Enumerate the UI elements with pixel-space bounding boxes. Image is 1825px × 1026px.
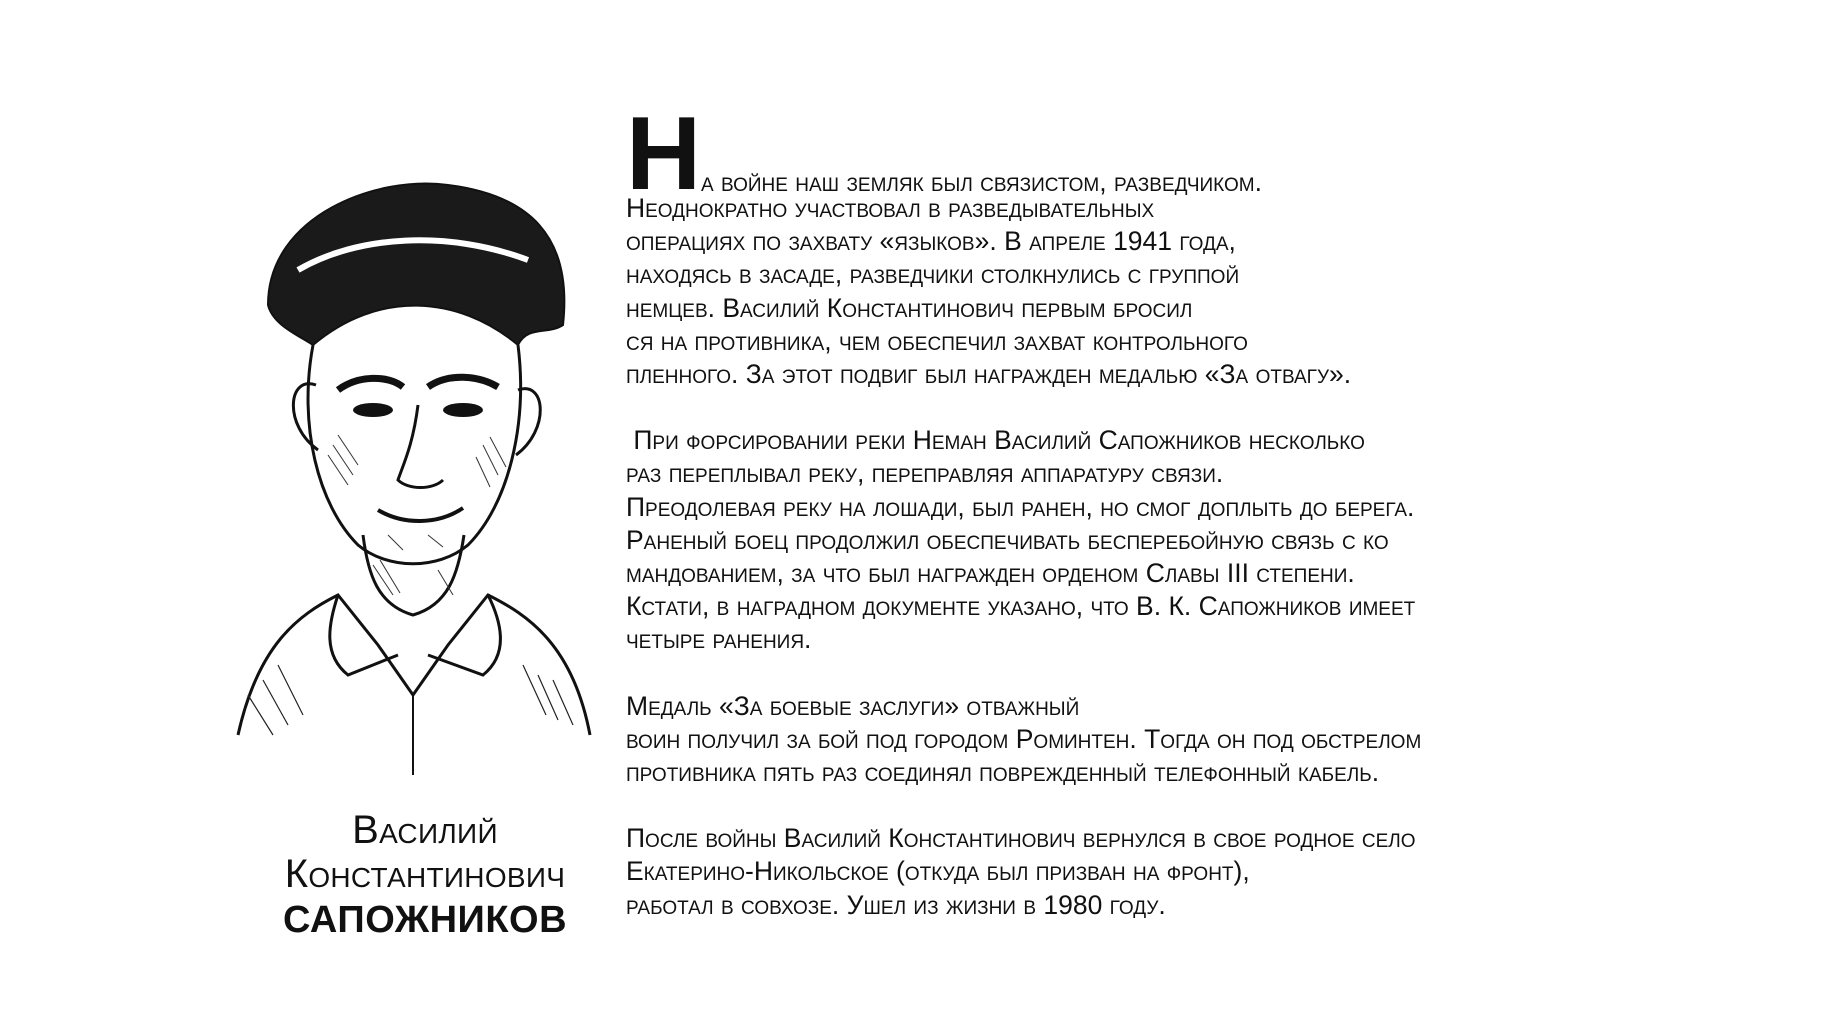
bio-paragraph-3	[626, 690, 1686, 790]
biography-text	[626, 96, 1686, 955]
bio-paragraph-4	[626, 822, 1686, 922]
bio-line: четыре ранения.	[626, 624, 812, 655]
patronymic: Константинович	[284, 852, 566, 896]
bio-line: После войны Василий Константинович вернулся в свое родное село	[626, 823, 1416, 854]
bio-line: ся на противника, чем обеспечил захват контрольного	[626, 325, 1248, 356]
bio-line: При форсировании реки Неман Василий Сапожников несколько	[626, 425, 1365, 456]
bio-line: а войне наш земляк был связистом, разведчиком.	[701, 167, 1262, 197]
bio-line: мандованием, за что был награжден орденом Славы III степени.	[626, 558, 1355, 589]
bio-line: немцев. Василий Константинович первым бросил	[626, 292, 1193, 323]
person-name	[205, 808, 645, 944]
bio-line: Кстати, в наградном документе указано, что В. К. Сапожников имеет	[626, 591, 1416, 622]
bio-line: Неоднократно участвовал в разведывательных	[626, 193, 1155, 223]
bio-paragraph-2	[626, 424, 1686, 656]
bio-paragraph-1	[626, 96, 1686, 391]
bio-line: пленного. За этот подвиг был награжден медалью «За отвагу».	[626, 359, 1352, 390]
bio-line: Преодолевая реку на лошади, был ранен, но смог доплыть до берега.	[626, 491, 1415, 522]
bio-line: Раненый боец продолжил обеспечивать бесперебойную связь с ко	[626, 524, 1389, 555]
bio-line: операциях по захвату «языков». В апреле 1941 года,	[626, 226, 1236, 257]
surname: САПОЖНИКОВ	[282, 899, 568, 941]
bio-line: противника пять раз соединял поврежденный телефонный кабель.	[626, 757, 1380, 788]
bio-line: Екатерино-Никольское (откуда был призван на фронт),	[626, 856, 1250, 887]
bio-line: Медаль «За боевые заслуги» отважный	[626, 690, 1080, 721]
bio-line: воин получил за бой под городом Роминтен. Тогда он под обстрелом	[626, 723, 1422, 754]
drop-cap: Н	[626, 96, 702, 212]
bio-line: работал в совхозе. Ушел из жизни в 1980 году.	[626, 889, 1166, 920]
portrait-sketch-icon	[228, 175, 598, 795]
first-name: Василий	[352, 808, 498, 852]
bio-line: раз переплывал реку, переправляя аппаратуру связи.	[626, 458, 1224, 489]
bio-line: находясь в засаде, разведчики столкнулись с группой	[626, 259, 1240, 290]
